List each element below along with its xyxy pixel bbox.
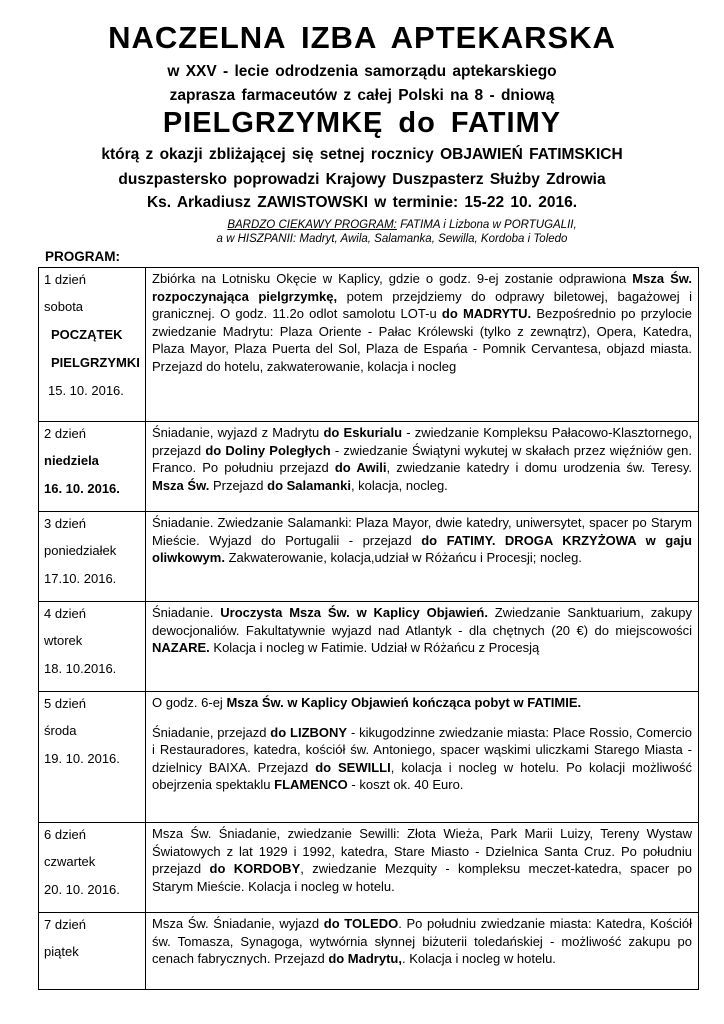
program-text: Zwiedzanie Sanktuarium, zakupy dewocjonaliów. Fakultatywnie wyjazd nad Atlantyk - dla chętnych (20 €) do miejscowości [152,605,692,638]
program-text: Śniadanie, przejazd [152,724,271,740]
day-label-cell [39,422,146,512]
subtitle-occasion: którą z okazji zbliżającej się setnej rocznicy OBJAWIEŃ FATIMSKICH [101,146,623,163]
program-text: . Kolacja i nocleg w hotelu. [401,951,556,966]
program-label: PROGRAM: [45,249,120,264]
day-number: 6 dzień [44,827,86,842]
day-date: 19. 10. 2016. [44,751,120,766]
day-start-label: POCZĄTEK [51,327,123,342]
program-text-bold: Msza Św. w Kaplicy Objawień kończąca pobyt w FATIMIE. [226,695,582,710]
day-number: 4 dzień [44,606,86,621]
program-text: Przejazd [209,477,268,493]
program-text: , kolacja, nocleg. [350,477,448,493]
program-text-bold: do MADRYTU. [441,306,532,321]
program-table [38,267,699,990]
program-note [40,219,724,231]
program-text: Zakwaterowanie, kolacja,udział w Różańcu i Procesji; nocleg. [224,550,582,565]
page-title: NACZELNA IZBA APTEKARSKA [108,20,616,55]
program-text-bold: Uroczysta Msza Św. w Kaplicy Objawień. [220,605,488,620]
day-weekday: czwartek [44,854,96,869]
day-weekday: sobota [44,299,84,314]
program-text-bold: do FATIMY. DROGA KRZYŻOWA w gaju oliwkowym. [152,532,693,565]
program-paragraph [152,424,692,494]
day-date: 20. 10. 2016. [44,882,120,897]
program-text-bold: do LIZBONY [270,724,348,740]
day-label-cell [39,913,146,990]
day-date: 18. 10.2016. [44,661,117,676]
subtitle-dates: Ks. Arkadiusz ZAWISTOWSKI w terminie: 15-22 10. 2016. [146,194,578,211]
program-text: O godz. 6-ej [152,695,227,710]
day-date: 17.10. 2016. [44,571,117,586]
day-label-cell [39,512,146,602]
day-weekday: niedziela [44,453,99,468]
program-text-bold: do Eskurialu [323,425,403,440]
program-text-bold: FLAMENCO [274,777,348,792]
day-number: 5 dzień [44,696,86,711]
day-program-cell [146,268,699,422]
program-text-bold: do Doliny Poległych [205,442,331,458]
program-text: - koszt ok. 40 Euro. [347,777,464,792]
day-label-cell [39,602,146,692]
program-text-bold: Msza Św. [152,477,210,493]
program-text: , zwiedzanie katedry i domu urodzenia św. Teresy. [386,460,692,475]
table-row [39,422,699,512]
day-program-cell [146,422,699,512]
day-program-cell [146,692,699,823]
program-text-bold: NAZARE. [152,640,210,655]
day-date: 16. 10. 2016. [44,481,120,496]
program-text: Kolacja i nocleg w Fatimie. Udział w Różańcu z Procesją [209,640,540,655]
program-paragraph [152,694,692,712]
program-text: , kolacja i nocleg w hotelu. Po kolacji możliwość obejrzenia spektaklu [152,759,692,792]
program-text: - zwiedzanie Kompleksu Pałacowo-Klasztornego, przejazd [152,425,692,458]
subtitle-chaplain: duszpastersko poprowadzi Krajowy Duszpasterz Służby Zdrowia [118,171,606,188]
program-text: . Po południu zwiedzanie miasta: Katedra, Kościół św. Tomasza, Synagoga, wytwórnia słynnej biżuterii toledańskiej - możliwość zakupu po cenach fabrycznych. Przejazd [152,916,692,966]
table-row [39,692,699,823]
program-paragraph [152,514,692,567]
day-program-cell [146,913,699,990]
program-paragraph [152,915,692,968]
subtitle-invitation: zaprasza farmaceutów z całej Polski na 8 - dniową [169,87,555,104]
program-text: Msza Św. Śniadanie, zwiedzanie Sewilli: Złota Wieża, Park Marii Luizy, Tereny Wystaw Światowych z lat 1929 i 1992, katedra, Stare Miasto - Dzielnica Santa Cruz. Po południu przejazd [152,826,692,876]
day-label-cell [39,692,146,823]
program-text: - kikugodzinne zwiedzanie miasta: Place Rossio, Comercio i Restauradores, katedra, kościół św. Antoniego, spacer wąskimi uliczkami Starego Miasta - dzielnicy BAIXA. Przejazd [152,724,692,775]
program-paragraph [152,825,692,895]
day-start-label-2: PIELGRZYMKI [51,355,140,370]
program-text-bold: do Salamanki [267,477,351,493]
program-text-bold: Msza Św. rozpoczynająca pielgrzymkę, [152,271,692,304]
day-number: 3 dzień [44,516,86,531]
program-text: potem przejdziemy do odprawy biletowej, bagażowej i granicznej. O godz. 11.2o odlot samolotu LOT-u [152,288,693,321]
program-text-bold: do Awili [334,460,387,475]
program-text-bold: do Madrytu, [328,951,402,966]
day-program-cell [146,602,699,692]
day-weekday: piątek [44,944,79,959]
pilgrimage-heading: PIELGRZYMKĘ do FATIMY [162,107,562,139]
day-weekday: poniedziałek [44,543,117,558]
program-text: Śniadanie. Zwiedzanie Salamanki: Plaza Mayor, dwie katedry, uniwersytet, spacer po Starym Mieście. Wyjazd do Portugalii - przejazd [152,515,692,548]
day-label-cell [39,823,146,913]
day-weekday: środa [44,723,77,738]
program-text: Śniadanie, wyjazd z Madrytu [152,425,324,440]
day-number: 1 dzień [44,272,86,287]
program-paragraph [152,604,692,657]
program-text: - zwiedzanie Świątyni wykutej w skałach przez więźniów gen. Franco. Po południu przejazd [152,442,692,475]
day-weekday: wtorek [44,633,83,648]
program-paragraph [152,270,692,375]
day-number: 7 dzień [44,917,86,932]
program-note-rest: FATIMA i Lizbona w PORTUGALII, [396,219,577,231]
program-text: Bezpośrednio po przylocie zwiedzanie Madrytu: Plaza Oriente - Pałac Królewski (tylko z zewnątrz), Opera, Katedra, Plaza Mayor, Plaza Puerta del Sol, Plaza de Espańa - Pomnik Cervantesa, objazd miasta. Przejazd do hotelu, zakwaterowanie, kolacja i nocleg [152,306,692,374]
day-program-cell [146,823,699,913]
program-text: Zbiórka na Lotnisku Okęcie w Kaplicy, gdzie o godz. 9-ej zostanie odprawiona [152,271,633,286]
program-text-bold: do KORDOBY [209,861,301,876]
table-row [39,913,699,990]
program-text: Śniadanie. [152,605,221,620]
program-note-line2: a w HISZPANII: Madryt, Awila, Salamanka, Sewilla, Kordoba i Toledo [216,233,568,245]
table-row [39,823,699,913]
day-label-cell [39,268,146,422]
day-number: 2 dzień [44,426,86,441]
program-text-bold: do SEWILLI [315,759,391,775]
program-paragraph [152,724,692,794]
table-row [39,512,699,602]
program-text-bold: do TOLEDO [323,916,399,931]
program-note-underlined: BARDZO CIEKAWY PROGRAM: [227,219,397,231]
table-row [39,268,699,422]
program-text: , zwiedzanie Mezquity - kompleksu meczet-katedra, spacer po Starym Mieście. Kolacja i nocleg w hotelu. [152,861,692,894]
program-text: Msza Św. Śniadanie, wyjazd [152,916,324,931]
day-program-cell [146,512,699,602]
day-date: 15. 10. 2016. [48,383,124,398]
subtitle-anniversary: w XXV - lecie odrodzenia samorządu aptekarskiego [167,63,557,80]
table-row [39,602,699,692]
